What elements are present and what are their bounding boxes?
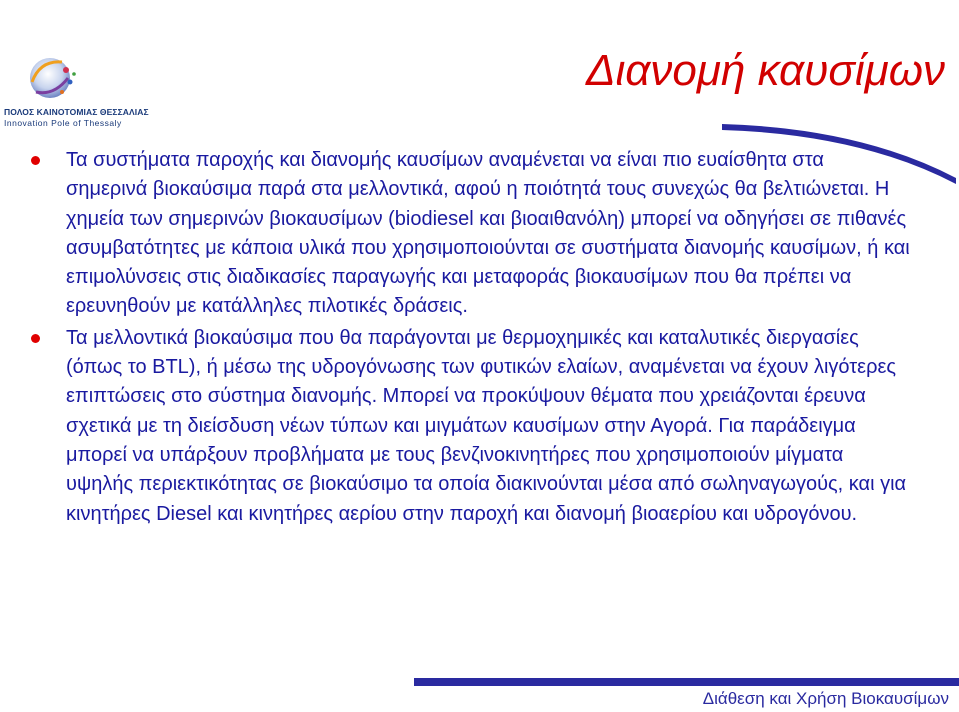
bullet-list	[30, 146, 910, 531]
logo-text-english: Innovation Pole of Thessaly	[4, 118, 122, 128]
bullet-dot-icon	[31, 156, 40, 165]
footer-bar	[414, 678, 959, 686]
bullet-text-2: Τα μελλοντικά βιοκαύσιμα που θα παράγονται με θερμοχημικές και καταλυτικές διεργασίες (όπως το BTL), ή μέσω της υδρογόνωσης των φυτικών ελαίων, αναμένεται να έχουν λιγότερες επιπτώσεις στο σύστημα διανομής. Μπορεί να προκύψουν θέματα που χρειάζονται έρευνα σχετικά με τη διείσδυση νέων τύπων και μιγμάτων καυσίμων στην Αγορά. Για παράδειγμα μπορεί να υπάρξουν προβλήματα με τους βενζινοκινητήρες που χρησιμοποιούν μίγματα υψηλής περιεκτικότητας σε βιοκαύσιμο τα οποία διακινούνται μέσα από σωληναγωγούς, και για κινητήρες Diesel και κινητήρες αερίου στην παροχή και διανομή βιοαερίου και υδρογόνου.	[66, 326, 907, 525]
innovation-pole-logo	[2, 52, 149, 132]
bullet-item-1	[30, 146, 910, 322]
bullet-text-1: Τα συστήματα παροχής και διανομής καυσίμων αναμένεται να είναι πιο ευαίσθητα στα σημερινά βιοκαύσιμα παρά στα μελλοντικά, αφού η ποιότητά τους συνεχώς θα βελτιώνεται. Η χημεία των σημερινών βιοκαυσίμων (biodiesel και βιοαιθανόλη) μπορεί να οδηγήσει σε πιθανές ασυμβατότητες με κάποια υλικά που χρησιμοποιούνται σε συστήματα διανομής καυσίμων, ή και επιμολύνσεις στις διαδικασίες παραγωγής και μεταφοράς βιοκαυσίμων που θα πρέπει να ερευνηθούν με κατάλληλες πιλοτικές δράσεις.	[66, 149, 910, 318]
logo-emblem-icon	[22, 52, 92, 104]
footer-text: Διάθεση και Χρήση Βιοκαυσίμων	[702, 689, 949, 708]
logo-text-greek: ΠΟΛΟΣ ΚΑΙΝΟΤΟΜΙΑΣ ΘΕΣΣΑΛΙΑΣ	[4, 107, 149, 117]
bullet-item-2	[30, 324, 910, 529]
slide-title: Διανομή καυσίμων	[585, 46, 945, 95]
bullet-dot-icon	[31, 334, 40, 343]
